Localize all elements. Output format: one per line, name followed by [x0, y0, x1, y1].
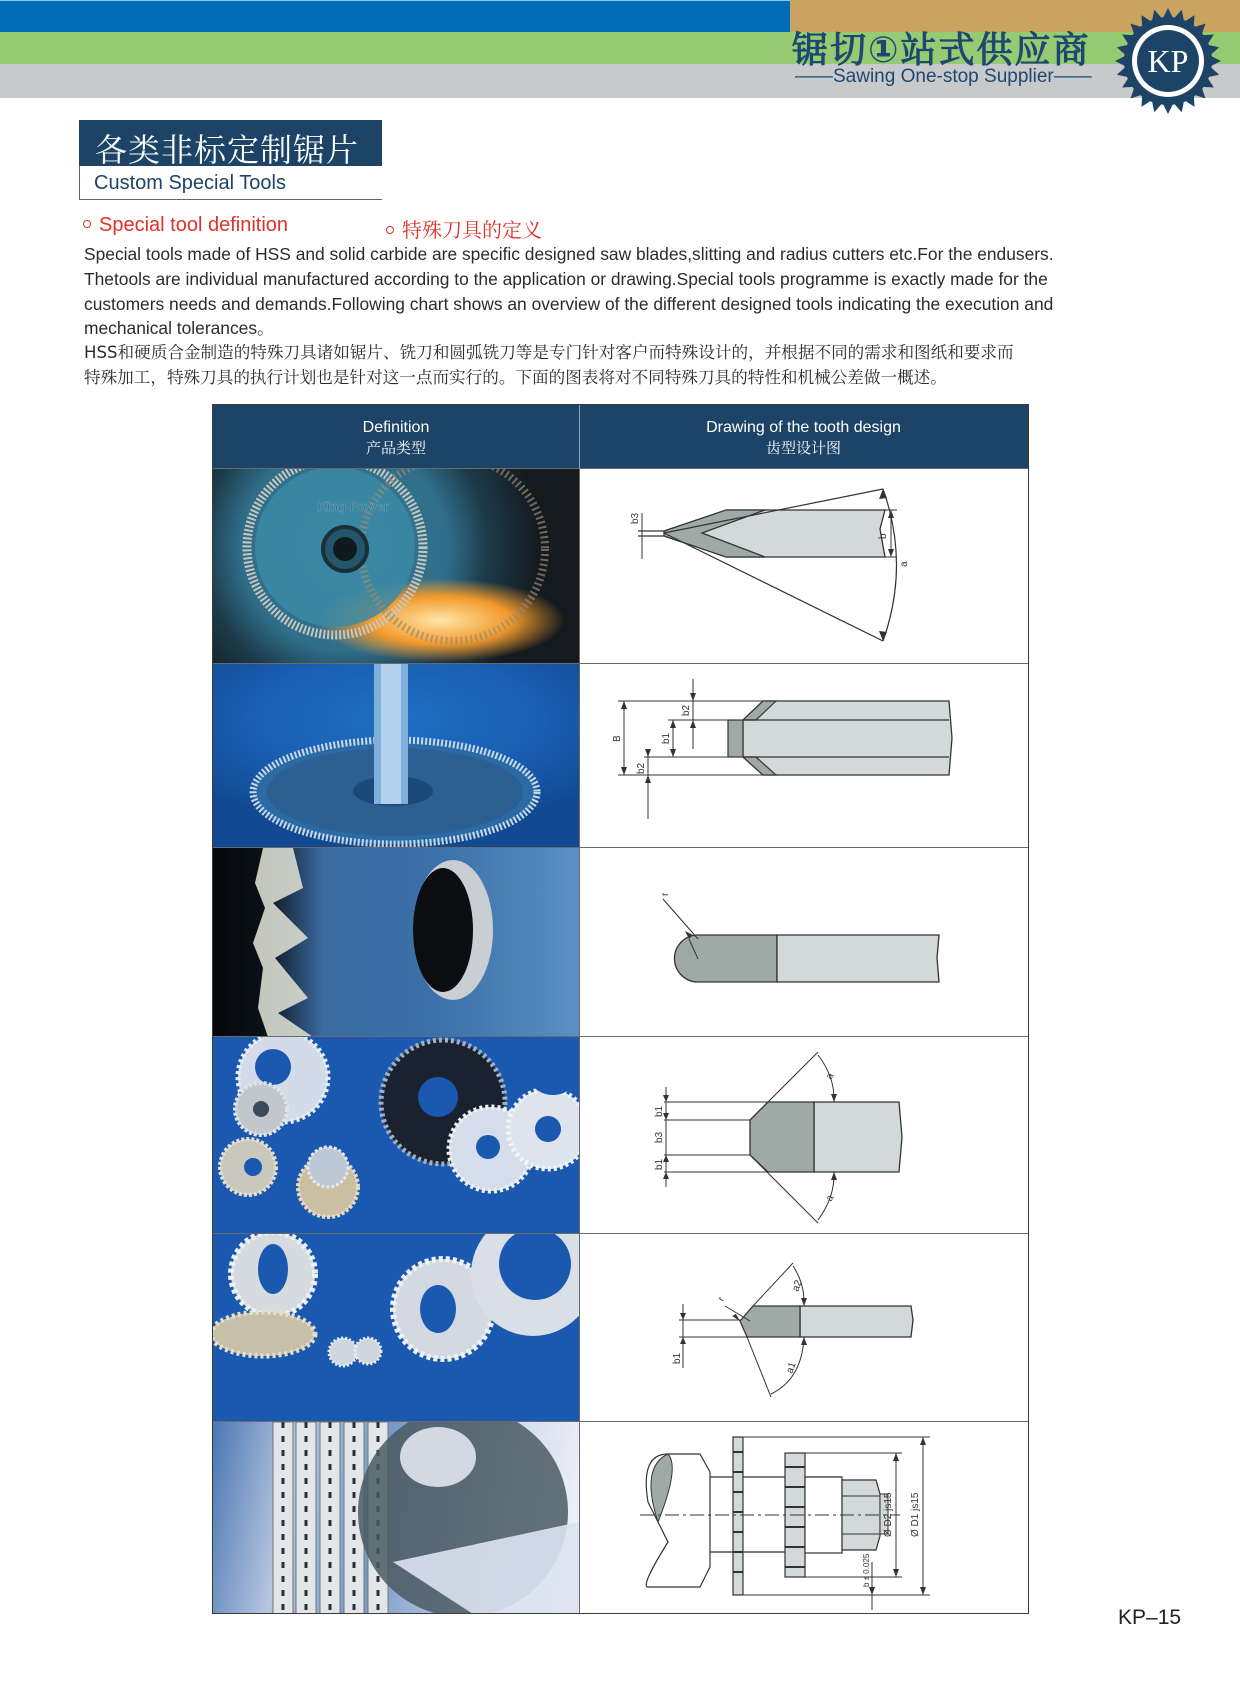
assorted-milling-cutters-photo [213, 1037, 579, 1233]
svg-text:b1: b1 [661, 732, 672, 744]
v-tooth-profile-drawing [579, 469, 1028, 663]
column-header-cn: 产品类型 [365, 439, 426, 457]
body-line-en: Special tools made of HSS and solid carbide are specific designed saw blades,slitting and radius cutters etc.For the endusers. [84, 244, 1054, 264]
circle-bullet-icon [386, 226, 394, 234]
svg-text:a2: a2 [790, 1278, 805, 1294]
section-heading-cn [386, 214, 542, 243]
svg-text:r: r [660, 892, 671, 896]
double-angle-tooth-drawing [579, 1037, 1028, 1233]
svg-text:a: a [824, 1071, 837, 1082]
table-row [213, 847, 1028, 1036]
body-line-en: mechanical tolerances。 [84, 318, 275, 339]
side-milling-cutters-photo [213, 1234, 579, 1421]
page-subtitle-en: Custom Special Tools [94, 172, 286, 194]
circle-bullet-icon [83, 220, 91, 228]
header-slogan-en: ——Sawing One-stop Supplier—— [795, 66, 1092, 87]
column-header-en: Drawing of the tooth design [706, 419, 901, 436]
saw-blade-logo-icon [1115, 8, 1221, 114]
table-row [213, 663, 1028, 847]
svg-text:b ± 0.025: b ± 0.025 [862, 1553, 871, 1587]
header-slogan-cn: 锯切①站式供应商 [792, 30, 1091, 71]
svg-text:b1: b1 [654, 1158, 665, 1170]
header-blue-band [0, 0, 790, 32]
svg-text:r: r [716, 1295, 728, 1304]
column-header-drawing [579, 417, 1028, 459]
full-radius-tooth-drawing [579, 848, 1028, 1036]
column-header-en: Definition [362, 419, 430, 436]
svg-text:Ø D1 js15: Ø D1 js15 [910, 1492, 921, 1537]
gang-cutters-photo [213, 1422, 579, 1613]
column-header-definition [213, 417, 579, 459]
body-line-en: Thetools are individual manufactured according to the application or drawing.Special tools programme is exactly made for the [84, 268, 1048, 289]
asymmetric-angle-tooth-drawing [579, 1234, 1028, 1421]
svg-text:a: a [824, 1193, 837, 1204]
slitting-saw-on-arbor-photo [213, 664, 579, 847]
svg-text:King Power: King Power [317, 499, 389, 514]
table-row [213, 1233, 1028, 1421]
body-line-cn: HSS和硬质合金制造的特殊刀具诸如锯片、铣刀和圆弧铣刀等是专门针对客户而特殊设计的，并根据不同的需求和图纸和要求而 [84, 343, 1014, 363]
table-header [213, 405, 1028, 468]
tool-definition-table [212, 404, 1029, 1614]
svg-text:b2: b2 [636, 762, 647, 774]
page-subtitle-box [79, 166, 382, 200]
page-title-box [79, 120, 382, 169]
svg-text:b2: b2 [681, 704, 692, 716]
page-title-cn: 各类非标定制锯片 [95, 131, 360, 169]
svg-text:Ø D2 js15: Ø D2 js15 [883, 1492, 894, 1537]
svg-text:b: b [878, 533, 889, 539]
svg-text:a1: a1 [784, 1360, 799, 1376]
body-line-cn: 特殊加工，特殊刀具的执行计划也是针对这一点而实行的。下面的图表将对不同特殊刀具的特性和机械公差做一概述。 [84, 367, 947, 387]
radius-tooth-closeup-photo [213, 848, 579, 1036]
page-number: KP–15 [1118, 1606, 1182, 1629]
svg-text:b1: b1 [654, 1105, 665, 1117]
hss-saw-blades-photo [213, 469, 579, 663]
svg-text:KP: KP [1147, 43, 1189, 79]
svg-text:b1: b1 [672, 1352, 683, 1364]
svg-text:B: B [612, 735, 623, 742]
table-row [213, 1421, 1028, 1613]
svg-text:b3: b3 [630, 512, 641, 524]
cutter-on-arbor-assembly-drawing [579, 1422, 1028, 1613]
section-heading-en-text: Special tool definition [99, 214, 289, 236]
table-row [213, 468, 1028, 663]
svg-text:b3: b3 [654, 1131, 665, 1143]
section-body [84, 242, 1144, 391]
section-heading-cn-text: 特殊刀具的定义 [402, 218, 542, 242]
body-line-en: customers needs and demands.Following chart shows an overview of the different designed tools indicating the execution and [84, 293, 1054, 314]
section-heading-en [83, 214, 288, 237]
chamfered-flat-tooth-drawing [579, 664, 1028, 847]
table-row [213, 1036, 1028, 1233]
svg-text:a: a [899, 561, 910, 567]
column-header-cn: 齿型设计图 [765, 439, 841, 457]
